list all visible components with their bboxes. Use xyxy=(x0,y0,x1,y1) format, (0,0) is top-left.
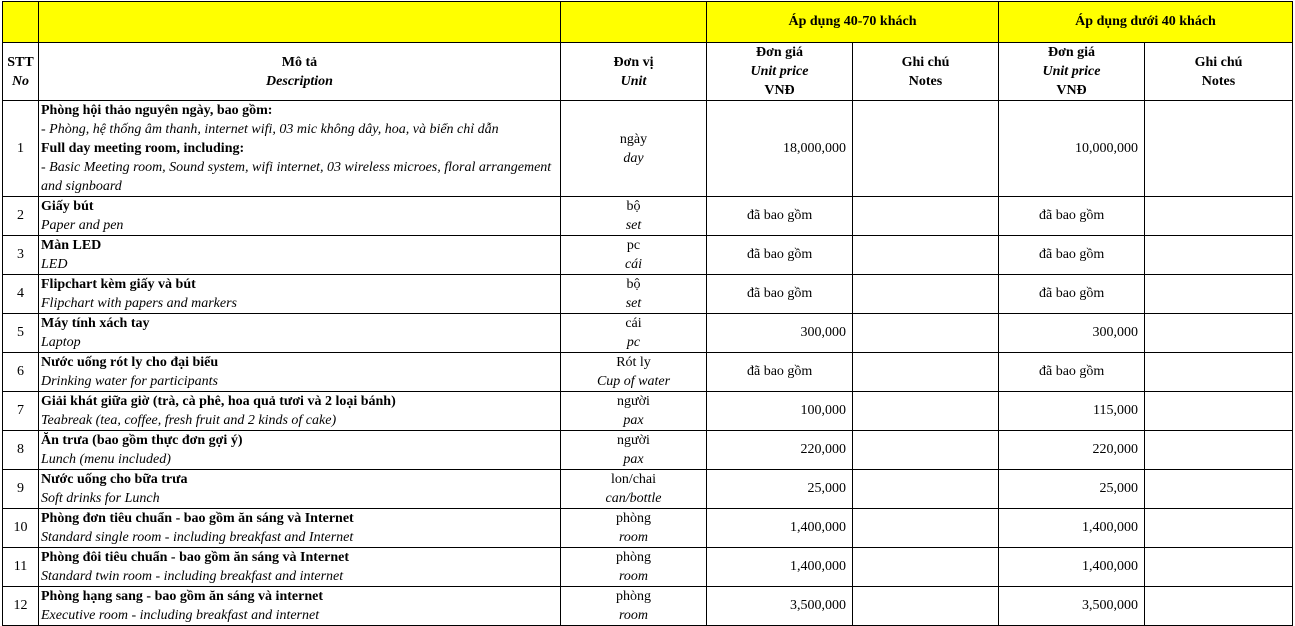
row-title-vn: Giấy bút xyxy=(41,199,94,214)
row-unit-en: room xyxy=(618,530,649,545)
unit-vn: Đơn vị xyxy=(613,54,654,70)
row-price-1: 1,400,000 xyxy=(707,509,853,548)
row-unit-vn: cái xyxy=(625,316,642,331)
table-row xyxy=(3,275,1293,314)
empty-cell xyxy=(3,2,39,43)
row-price-1: đã bao gồm xyxy=(707,275,853,314)
price-header-2 xyxy=(999,43,1145,101)
row-description xyxy=(39,587,561,626)
row-unit-en: can/bottle xyxy=(605,491,662,506)
row-unit-vn: phòng xyxy=(616,589,651,604)
row-unit xyxy=(561,275,707,314)
empty-cell xyxy=(39,2,561,43)
row-notes-2 xyxy=(1145,392,1293,431)
row-description xyxy=(39,470,561,509)
stt-vn: STT xyxy=(7,54,34,70)
row-unit-en: cái xyxy=(624,257,643,272)
row-title-en: Paper and pen xyxy=(41,218,124,233)
row-unit-en: day xyxy=(623,150,644,166)
row-price-2: 300,000 xyxy=(999,314,1145,353)
table-row xyxy=(3,548,1293,587)
row-unit-vn: người xyxy=(617,394,650,409)
row-notes-2 xyxy=(1145,587,1293,626)
group-under-40-header: Áp dụng dưới 40 khách xyxy=(999,2,1293,43)
table-row xyxy=(3,392,1293,431)
row-title-vn: Nước uống cho bữa trưa xyxy=(41,472,188,487)
row-number: 8 xyxy=(3,431,39,470)
row-unit-en: pax xyxy=(623,452,644,467)
row-price-1: đã bao gồm xyxy=(707,236,853,275)
row-price-1: 1,400,000 xyxy=(707,548,853,587)
row-price-1: 220,000 xyxy=(707,431,853,470)
row-price-2: đã bao gồm xyxy=(999,275,1145,314)
row-notes-1 xyxy=(853,101,999,197)
table-row xyxy=(3,236,1293,275)
table-row xyxy=(3,101,1293,197)
unit-en: Unit xyxy=(620,73,647,89)
table-row xyxy=(3,314,1293,353)
row-title-vn: Phòng đôi tiêu chuẩn - bao gồm ăn sáng và Internet xyxy=(41,550,350,565)
row-title-en: Drinking water for participants xyxy=(41,374,218,389)
row-unit-en: Cup of water xyxy=(596,374,671,389)
row-number: 2 xyxy=(3,197,39,236)
row-price-2: 1,400,000 xyxy=(999,509,1145,548)
row-description xyxy=(39,353,561,392)
row-number: 3 xyxy=(3,236,39,275)
row-unit xyxy=(561,197,707,236)
row-description xyxy=(39,275,561,314)
price-table xyxy=(2,1,1293,626)
column-header-row xyxy=(3,43,1293,101)
row-title-vn: Phòng đơn tiêu chuẩn - bao gồm ăn sáng và Internet xyxy=(41,511,354,526)
row-unit-en: pc xyxy=(626,335,641,350)
row-notes-2 xyxy=(1145,431,1293,470)
row-unit xyxy=(561,236,707,275)
row-notes-2 xyxy=(1145,353,1293,392)
row-unit-en: set xyxy=(625,218,642,233)
row-notes-1 xyxy=(853,431,999,470)
row-notes-1 xyxy=(853,353,999,392)
row-price-2: 115,000 xyxy=(999,392,1145,431)
row-notes-2 xyxy=(1145,236,1293,275)
row-title-en: Executive room - including breakfast and internet xyxy=(41,608,320,623)
row-price-1: 100,000 xyxy=(707,392,853,431)
desc-en: Description xyxy=(266,73,333,89)
row-title-en: Full day meeting room, including: xyxy=(41,141,245,156)
notes-header-1 xyxy=(853,43,999,101)
row-description xyxy=(39,431,561,470)
row-title-en: Lunch (menu included) xyxy=(41,452,171,467)
price-en: Unit price xyxy=(750,64,809,79)
row-unit-en: set xyxy=(625,296,642,311)
row-unit xyxy=(561,353,707,392)
row-unit xyxy=(561,548,707,587)
row-title-en: Standard single room - including breakfast and Internet xyxy=(41,530,354,545)
row-title-vn: Flipchart kèm giấy và bút xyxy=(41,277,196,292)
row-title-en: Standard twin room - including breakfast and internet xyxy=(41,569,344,584)
notes-en: Notes xyxy=(1201,73,1236,89)
row-unit-vn: bộ xyxy=(626,277,641,292)
row-unit-vn: bộ xyxy=(626,199,641,214)
row-unit-en: pax xyxy=(623,413,644,428)
price-vn: Đơn giá xyxy=(755,45,804,60)
desc-vn: Mô tả xyxy=(281,54,318,70)
row-unit-vn: người xyxy=(617,433,650,448)
table-row xyxy=(3,509,1293,548)
row-sub-vn: - Phòng, hệ thống âm thanh, internet wifi, 03 mic không dây, hoa, và biển chỉ dẫn xyxy=(41,122,499,137)
table-row xyxy=(3,431,1293,470)
row-title-vn: Phòng hạng sang - bao gồm ăn sáng và internet xyxy=(41,589,323,604)
row-notes-1 xyxy=(853,275,999,314)
row-price-1: 300,000 xyxy=(707,314,853,353)
row-notes-2 xyxy=(1145,548,1293,587)
row-notes-2 xyxy=(1145,197,1293,236)
row-number: 11 xyxy=(3,548,39,587)
row-unit-vn: Rót ly xyxy=(616,355,651,370)
row-title-en: Soft drinks for Lunch xyxy=(41,491,160,506)
row-price-2: đã bao gồm xyxy=(999,353,1145,392)
row-price-2: 25,000 xyxy=(999,470,1145,509)
row-price-1: đã bao gồm xyxy=(707,197,853,236)
row-number: 6 xyxy=(3,353,39,392)
row-unit xyxy=(561,101,707,197)
price-header-1 xyxy=(707,43,853,101)
row-unit xyxy=(561,587,707,626)
row-title-vn: Giải khát giữa giờ (trà, cà phê, hoa quả tươi và 2 loại bánh) xyxy=(41,394,396,409)
row-title-vn: Máy tính xách tay xyxy=(41,316,150,331)
row-title-vn: Ăn trưa (bao gồm thực đơn gợi ý) xyxy=(41,433,243,448)
table-row xyxy=(3,470,1293,509)
notes-vn: Ghi chú xyxy=(901,54,950,70)
row-title-en: Flipchart with papers and markers xyxy=(41,296,237,311)
row-title-en: Laptop xyxy=(41,335,81,350)
table-row xyxy=(3,197,1293,236)
row-description xyxy=(39,392,561,431)
stt-en: No xyxy=(11,73,30,89)
row-unit-en: room xyxy=(618,608,649,623)
row-notes-2 xyxy=(1145,314,1293,353)
row-notes-2 xyxy=(1145,470,1293,509)
table-row xyxy=(3,353,1293,392)
row-notes-2 xyxy=(1145,101,1293,197)
row-notes-2 xyxy=(1145,275,1293,314)
row-number: 5 xyxy=(3,314,39,353)
row-description xyxy=(39,101,561,197)
row-unit xyxy=(561,509,707,548)
stt-header xyxy=(3,43,39,101)
row-notes-1 xyxy=(853,587,999,626)
row-price-1: 3,500,000 xyxy=(707,587,853,626)
row-price-2: 220,000 xyxy=(999,431,1145,470)
row-unit-vn: ngày xyxy=(619,131,648,147)
row-description xyxy=(39,509,561,548)
group-header-row xyxy=(3,2,1293,43)
row-title-en: Teabreak (tea, coffee, fresh fruit and 2 kinds of cake) xyxy=(41,413,337,428)
row-unit xyxy=(561,314,707,353)
price-en: Unit price xyxy=(1042,64,1101,79)
row-notes-1 xyxy=(853,509,999,548)
row-unit-en: room xyxy=(618,569,649,584)
price-currency: VNĐ xyxy=(764,83,795,98)
row-number: 12 xyxy=(3,587,39,626)
row-unit xyxy=(561,431,707,470)
row-number: 4 xyxy=(3,275,39,314)
row-number: 7 xyxy=(3,392,39,431)
row-unit-vn: pc xyxy=(626,238,641,253)
row-number: 9 xyxy=(3,470,39,509)
price-vn: Đơn giá xyxy=(1047,45,1096,60)
row-unit-vn: phòng xyxy=(616,550,651,565)
row-price-2: đã bao gồm xyxy=(999,197,1145,236)
row-description xyxy=(39,548,561,587)
row-notes-1 xyxy=(853,197,999,236)
row-price-2: đã bao gồm xyxy=(999,236,1145,275)
price-currency: VNĐ xyxy=(1056,83,1087,98)
row-price-1: đã bao gồm xyxy=(707,353,853,392)
row-unit xyxy=(561,470,707,509)
row-number: 10 xyxy=(3,509,39,548)
row-description xyxy=(39,236,561,275)
description-header xyxy=(39,43,561,101)
row-description xyxy=(39,197,561,236)
row-notes-2 xyxy=(1145,509,1293,548)
row-notes-1 xyxy=(853,470,999,509)
row-price-1: 18,000,000 xyxy=(707,101,853,197)
group-40-70-header: Áp dụng 40-70 khách xyxy=(707,2,999,43)
row-notes-1 xyxy=(853,548,999,587)
row-unit xyxy=(561,392,707,431)
row-unit-vn: lon/chai xyxy=(610,472,657,487)
row-description xyxy=(39,314,561,353)
unit-header xyxy=(561,43,707,101)
row-sub-en: - Basic Meeting room, Sound system, wifi internet, 03 wireless microes, floral arrangement and signboard xyxy=(41,160,552,194)
row-notes-1 xyxy=(853,236,999,275)
table-row xyxy=(3,587,1293,626)
notes-vn: Ghi chú xyxy=(1194,54,1243,70)
row-title-vn: Màn LED xyxy=(41,238,102,253)
row-price-2: 1,400,000 xyxy=(999,548,1145,587)
row-title-en: LED xyxy=(41,257,68,272)
row-title-vn: Phòng hội thảo nguyên ngày, bao gồm: xyxy=(41,103,273,118)
row-price-1: 25,000 xyxy=(707,470,853,509)
row-notes-1 xyxy=(853,314,999,353)
row-notes-1 xyxy=(853,392,999,431)
row-unit-vn: phòng xyxy=(616,511,651,526)
notes-en: Notes xyxy=(908,73,943,89)
empty-cell xyxy=(561,2,707,43)
row-price-2: 3,500,000 xyxy=(999,587,1145,626)
row-title-vn: Nước uống rót ly cho đại biểu xyxy=(41,355,219,370)
row-number: 1 xyxy=(3,101,39,197)
notes-header-2 xyxy=(1145,43,1293,101)
row-price-2: 10,000,000 xyxy=(999,101,1145,197)
